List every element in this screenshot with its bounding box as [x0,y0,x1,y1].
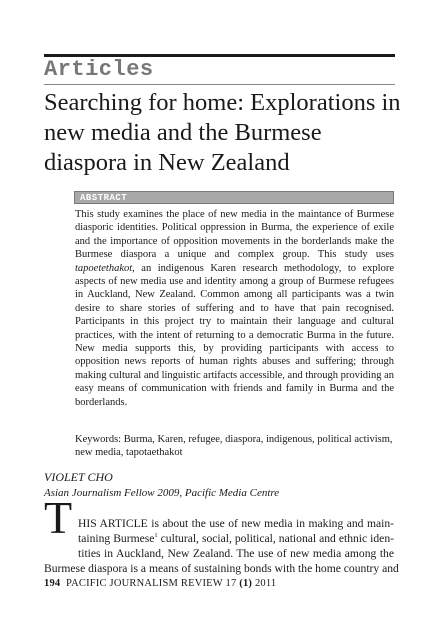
section-rule [44,84,395,85]
article-title: Searching for home: Explorations in new media and the Burmese diaspora in New Zealand [44,89,401,176]
abstract-header [74,191,394,204]
body-line-2-end: cultural, social, political, national and ethnic iden- [157,532,394,545]
abstract-label: ABSTRACT [80,193,128,203]
body-line-2 [78,531,394,546]
abstract-text-part-1: This study examines the place of new media in the maintance of Burmese diasporic identities. Political oppression in Burma, the experience of exile and the importance of opposition movements in the borderlands make the Burmese diaspora a unique and complex group. This study uses [75,209,394,261]
journal-issue: (1) [239,578,253,589]
journal-name: PACIFIC JOURNALISM REVIEW 17 [66,578,237,589]
body-line-3: tities in Auckland, New Zealand. The use of new media among the [78,547,394,560]
keywords: Keywords: Burma, Karen, refugee, diaspora, indigenous, political activism, new media, tapotaethakot [75,434,393,459]
page-footer [44,578,276,590]
section-label: Articles [44,57,154,82]
body-line-1: HIS ARTICLE is about the use of new media in making and main- [78,517,394,530]
footnote-marker: 1 [154,532,158,540]
abstract-text-part-2: , an indigenous Karen research methodology, to explore aspects of new media use and identity among a group of Burmese refugees in Auckland, New Zealand. Common among all participants was a twin desire to share stories of suffering and to have that pain recognised. Participants in this project try to maintain their language and cultural practices, with the intent of returning to a democratic Burma in the future. New media supports this, by providing participants with access to opposition news reports of human rights abuses and suffering; through making cultural and linguistic artifacts accessible, and through providing an easy means of communication with friends and family in Burma and the borderlands. [75,262,394,408]
author-affiliation: Asian Journalism Fellow 2009, Pacific Media Centre [44,487,280,499]
body-line-4: Burmese diaspora is a means of sustaining bonds with the home country and [44,562,399,575]
drop-cap: T [44,492,73,543]
abstract-term: tapoetethakot [75,262,133,274]
body-line-2-start: taining Burmese [78,532,155,545]
author-name: VIOLET CHO [44,470,113,484]
abstract-text [75,208,394,409]
journal-year: 2011 [254,578,277,589]
page-number: 194 [44,578,61,589]
